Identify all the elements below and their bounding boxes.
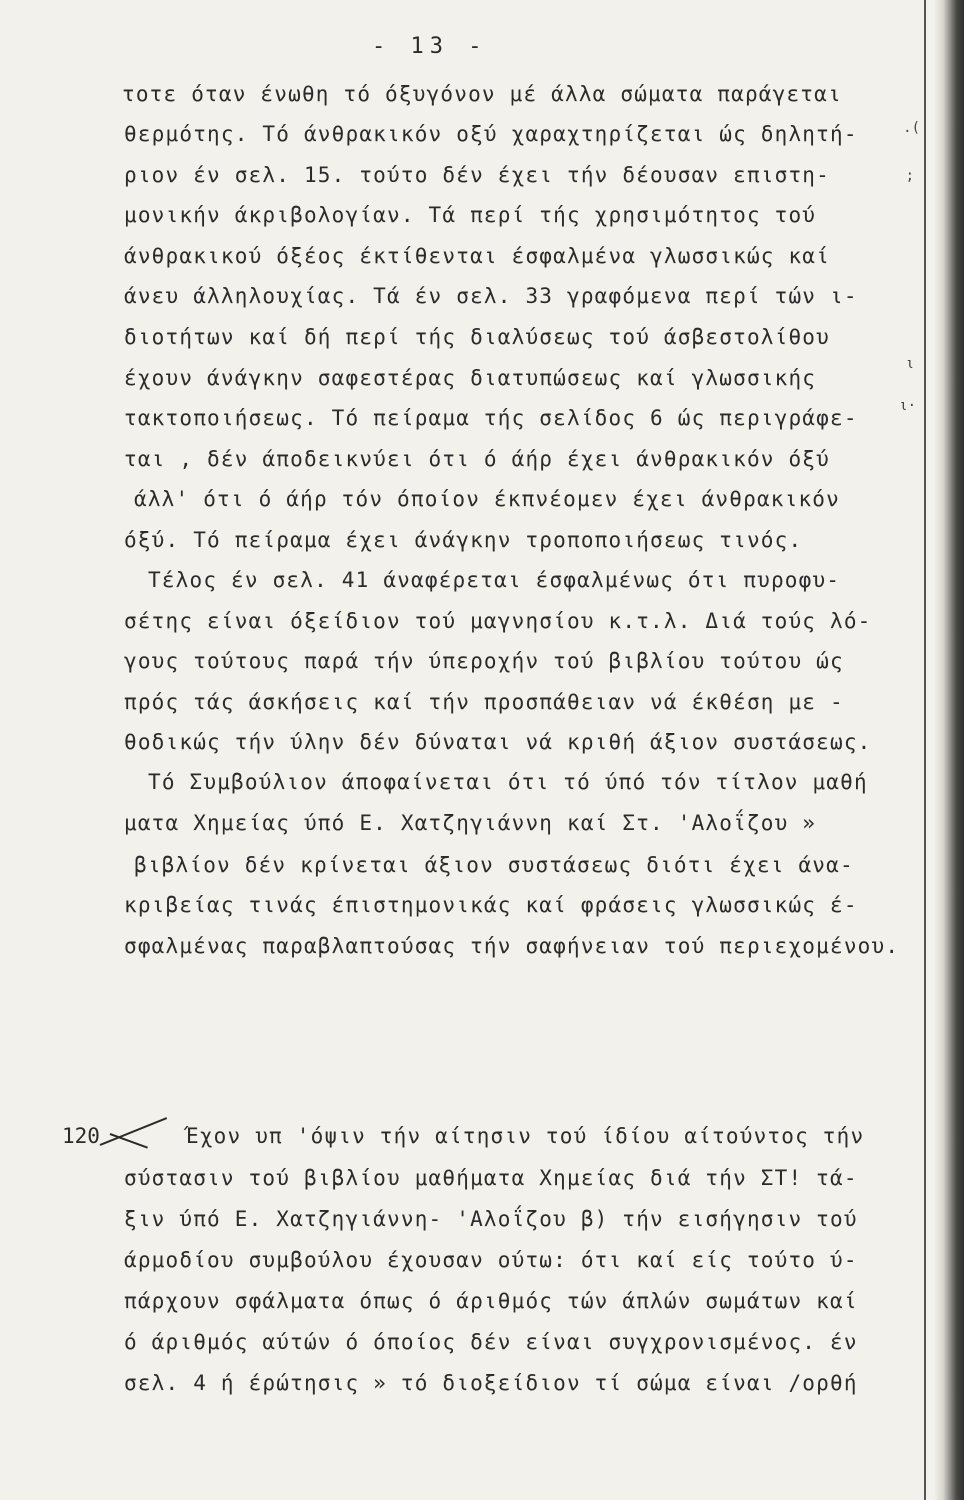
margin-mark: ι (905, 356, 914, 372)
text-line: σέτης είναι όξείδιον τού μαγνησίου κ.τ.λ. Διά τούς λό- (124, 609, 872, 633)
text-line: ματα Χημείας ύπό Ε. Χατζηγιάννη καί Στ. 'Αλοΐζου » (124, 811, 817, 835)
margin-mark: .( (903, 120, 920, 136)
entry-number: 120 (62, 1124, 100, 1148)
text-line: τοτε όταν ένωθη τό όξυγόνον μέ άλλα σώματα παράγεται (122, 82, 842, 106)
handwritten-mark (110, 1133, 148, 1149)
text-line: σελ. 4 ή έρώτησις » τό διοξείδιον τί σώμα είναι /ορθή (124, 1371, 858, 1395)
text-line: πάρχουν σφάλματα όπως ό άριθμός τών άπλών σωμάτων καί (124, 1289, 858, 1313)
text-line: Έχον υπ 'όψιν τήν αίτησιν τού ίδίου αίτούντος τήν (186, 1124, 865, 1148)
text-line: άνθρακικού όξέος έκτίθενται έσφαλμένα γλωσσικώς καί (124, 244, 830, 268)
text-line: θερμότης. Τό άνθρακικόν οξύ χαραχτηρίζεται ώς δηλητή- (124, 122, 858, 146)
text-line: ριον έν σελ. 15. τούτο δέν έχει τήν δέουσαν επιστη- (124, 163, 830, 187)
text-line: άρμοδίου συμβούλου έχουσαν ούτω: ότι καί είς τούτο ύ- (124, 1248, 858, 1272)
text-line: έχουν άνάγκην σαφεστέρας διατυπώσεως καί γλωσσικής (124, 366, 817, 390)
text-line: άνευ άλληλουχίας. Τά έν σελ. 33 γραφόμενα περί τών ι- (124, 284, 858, 308)
margin-mark: ; (905, 168, 914, 184)
text-line: τακτοποιήσεως. Τό πείραμα τής σελίδος 6 ώς περιγράφε- (124, 406, 858, 430)
text-line: γους τούτους παρά τήν ύπεροχήν τού βιβλίου τούτου ώς (124, 649, 844, 673)
text-line: μονικήν άκριβολογίαν. Τά περί τής χρησιμότητος τού (124, 203, 817, 227)
text-line: πρός τάς άσκήσεις καί τήν προσπάθειαν νά έκθέση με - (124, 690, 844, 714)
text-line: ξιν ύπό Ε. Χατζηγιάννη- 'Αλοΐζου β) τήν εισήγησιν τού (124, 1207, 858, 1231)
scan-binding-edge (934, 0, 964, 1500)
text-line: βιβλίον δέν κρίνεται άξιον συστάσεως διότι έχει άνα- (134, 853, 854, 877)
text-line: όξύ. Τό πείραμα έχει άνάγκην τροποποιήσεως τινός. (124, 528, 803, 552)
text-line: διοτήτων καί δή περί τής διαλύσεως τού άσβεστολίθου (124, 325, 830, 349)
text-line: Τέλος έν σελ. 41 άναφέρεται έσφαλμένως ότι πυροφυ- (148, 568, 841, 592)
text-line: ται , δέν άποδεικνύει ότι ό άήρ έχει άνθρακικόν όξύ (124, 447, 830, 471)
text-line: Τό Συμβούλιον άποφαίνεται ότι τό ύπό τόν τίτλον μαθή (148, 770, 868, 794)
page-number: - 13 - (372, 34, 488, 59)
binding-shadow-line (924, 0, 926, 1500)
text-line: σφαλμένας παραβλαπτούσας τήν σαφήνειαν τού περιεχομένου. (124, 934, 900, 958)
text-line: κριβείας τινάς έπιστημονικάς καί φράσεις γλωσσικώς έ- (124, 893, 858, 917)
margin-mark: ι· (899, 398, 916, 414)
text-line: άλλ' ότι ό άήρ τόν όποίον έκπνέομεν έχει άνθρακικόν (134, 487, 840, 511)
text-line: θοδικώς τήν ύλην δέν δύναται νά κριθή άξιον συστάσεως. (124, 730, 872, 754)
text-line: σύστασιν τού βιβλίου μαθήματα Χημείας διά τήν ΣΤ! τά- (124, 1166, 858, 1190)
text-line: ό άριθμός αύτών ό όποίος δέν είναι συγχρονισμένος. έν (124, 1330, 858, 1354)
